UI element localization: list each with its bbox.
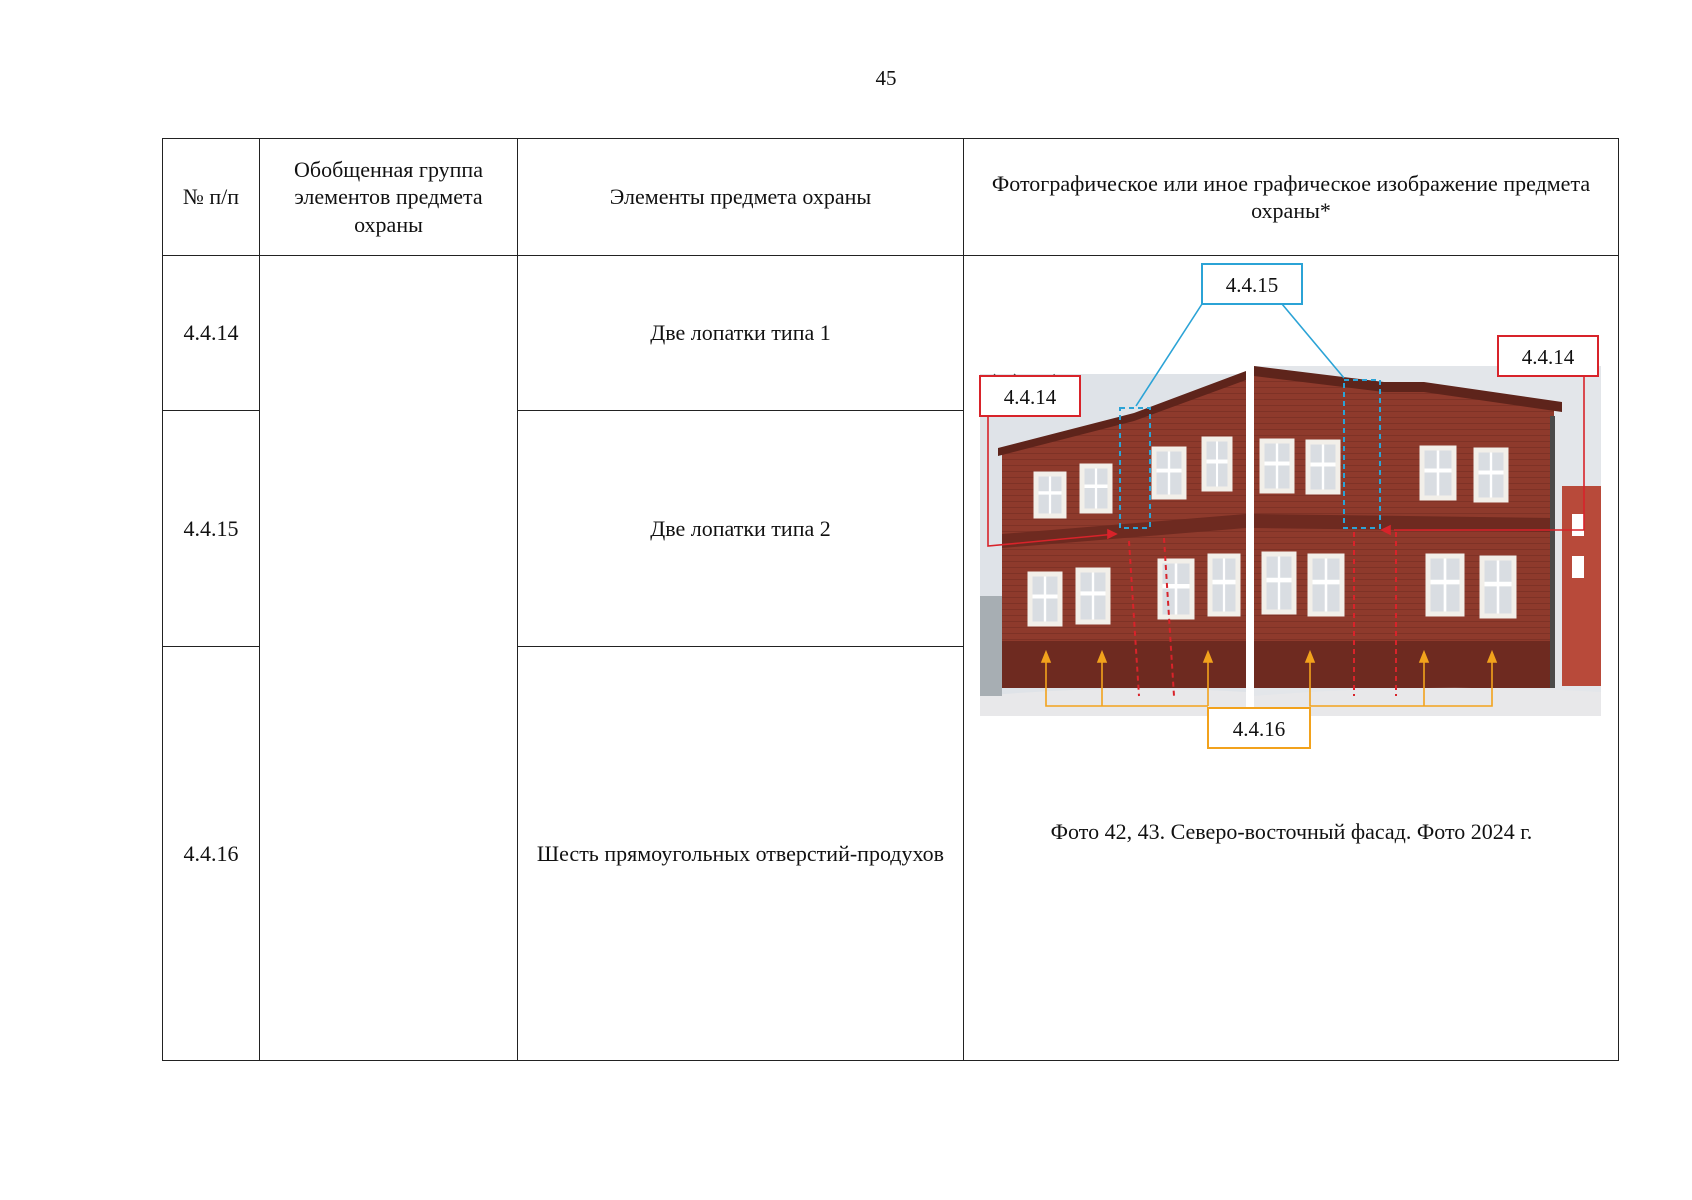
table-header-row xyxy=(163,139,1619,256)
row-num: 4.4.16 xyxy=(163,647,260,1061)
label-4-4-14-right: 4.4.14 xyxy=(1521,345,1575,369)
row-num: 4.4.15 xyxy=(163,411,260,647)
photo-right xyxy=(1254,366,1601,716)
row-num: 4.4.14 xyxy=(163,256,260,411)
label-box-blue xyxy=(1202,264,1302,304)
label-box-red-left xyxy=(980,376,1080,416)
annotated-photo xyxy=(964,256,1619,1060)
row-element: Шесть прямоугольных отверстий-продухов xyxy=(518,647,964,1061)
header-image: Фотографическое или иное графическое изображение предмета охраны* xyxy=(964,139,1619,256)
table-row xyxy=(163,256,1619,411)
header-num: № п/п xyxy=(163,139,260,256)
header-group: Обобщенная группа элементов предмета охраны xyxy=(260,139,518,256)
label-4-4-14-left: 4.4.14 xyxy=(1003,385,1057,409)
header-elements: Элементы предмета охраны xyxy=(518,139,964,256)
heritage-elements-table xyxy=(162,138,1619,1061)
group-cell-empty xyxy=(260,256,518,1061)
label-box-orange xyxy=(1208,708,1310,748)
row-element: Две лопатки типа 1 xyxy=(518,256,964,411)
label-4-4-15: 4.4.15 xyxy=(1225,273,1279,297)
page-number: 45 xyxy=(875,66,897,90)
label-box-red-right xyxy=(1498,336,1598,376)
photo-cell xyxy=(964,256,1619,1061)
row-element: Две лопатки типа 2 xyxy=(518,411,964,647)
label-4-4-16: 4.4.16 xyxy=(1232,717,1286,741)
facade-photo-svg xyxy=(964,256,1619,1036)
photo-caption: Фото 42, 43. Северо-восточный фасад. Фото 2024 г. xyxy=(1050,819,1533,844)
